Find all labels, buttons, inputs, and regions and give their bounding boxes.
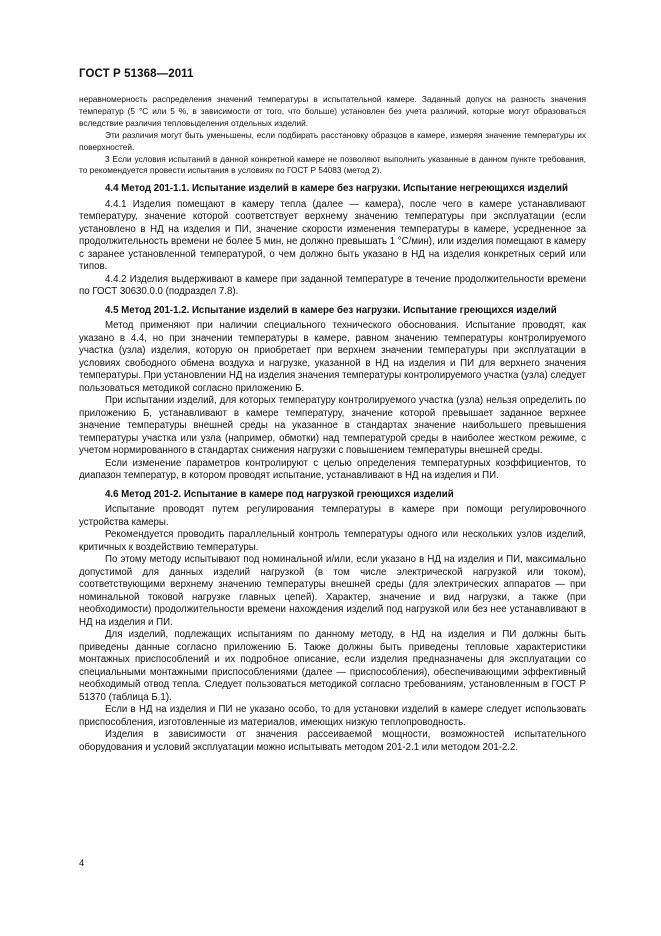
body-paragraph: 4.4.2 Изделия выдерживают в камере при заданной температуре в течение продолжительности времени по ГОСТ 30630.0.0 (подраздел 7.8). <box>79 273 586 298</box>
body-paragraph: 4.4.1 Изделия помещают в камеру тепла (далее — камера), после чего в камере устанавливают температуру, значение которой соответствует верхнему значению температуры при эксплуатации (если установлено в НД на изделия и ПИ, значение скорости изменения температуры в камере, усредненное за продолжительность времени не более 5 мин, не должно превышать 1 °С/мин), или изделия помещают в камеру с заранее установленной температурой, о чем должно быть указано в НД на изделия конкретных серий или типов. <box>79 198 586 273</box>
section-heading-4-6: 4.6 Метод 201-2. Испытание в камере под нагрузкой греющихся изделий <box>105 488 454 500</box>
body-paragraph: Если изменение параметров контролируют с целью определения температурных коэффициентов, то диапазон температур, в котором проводят испытание, устанавливают в НД на изделия и ПИ. <box>79 457 586 482</box>
body-paragraph: При испытании изделий, для которых температуру контролируемого участка (узла) нельзя определить по приложению Б, устанавливают в камере температуру, значение которой превышает заданное верхнее значение температуры внешней среды на указанное в стандартах значение наибольшего превышения температуры участка или узла (например, обмотки) над температурой среды в наиболее жестком режиме, с учетом нормированного в стандартах снижения нагрузки с повышением температуры внешней среды. <box>79 395 586 457</box>
page-number: 4 <box>79 858 85 869</box>
note-paragraph: 3 Если условия испытаний в данной конкретной камере не позволяют выполнить указанные в данном пункте требования, то рекомендуется провести испытания в условиях по ГОСТ Р 54083 (метод 2). <box>79 153 586 176</box>
section-heading-4-4: 4.4 Метод 201-1.1. Испытание изделий в камере без нагрузки. Испытание негреющихся изделий <box>105 183 568 195</box>
body-paragraph: Испытание проводят путем регулирования температуры в камере при помощи регулировочного устройства камеры. <box>79 504 586 528</box>
body-paragraph: Рекомендуется проводить параллельный контроль температуры одного или нескольких узлов изделий, критичных к воздействию температуры. <box>79 529 586 553</box>
body-paragraph: Изделия в зависимости от значения рассеиваемой мощности, возможностей испытательного оборудования и условий эксплуатации можно испытывать методом 201-2.1 или методом 201-2.2. <box>79 729 586 753</box>
body-paragraph: Если в НД на изделия и ПИ не указано особо, то для установки изделий в камере следует использовать приспособления, изготовленные из материалов, имеющих низкую теплопроводность. <box>79 704 586 728</box>
body-paragraph: Метод применяют при наличии специального технического обоснования. Испытание проводят, как указано в 4.4, но при значении температуры в камере, равном значению температуры контролируемого участка (узла) изделия, которую он приобретает при верхнем значении температуры при эксплуатации в условиях свободного обмена воздуха и нагрузке, указанной в НД на изделия и ПИ для верхнего значения температуры. При установлении НД на изделия значения температуры контролируемого участка (узла) следует пользоваться методикой согласно приложению Б. <box>79 320 586 394</box>
body-paragraph: Для изделий, подлежащих испытаниям по данному методу, в НД на изделия и ПИ должны быть приведены данные согласно приложению Б. Также должны быть приведены тепловые характеристики монтажных приспособлений и их подробное описание, если изделия предназначены для эксплуатации со специальными монтажными приспособлениями (далее — приспособления), обеспечивающими эффективный необходимый отвод тепла. Следует пользоваться методикой согласно требованиям, установленным в ГОСТ Р 51370 (таблица Б.1). <box>79 629 586 703</box>
section-heading-4-5: 4.5 Метод 201-1.2. Испытание изделий в камере без нагрузки. Испытание греющихся изделий <box>105 304 557 316</box>
note-paragraph: Эти различия могут быть уменьшены, если подбирать расстановку образцов в камере, измеряя значение температуры их поверхностей. <box>79 129 586 152</box>
page-content <box>79 94 586 754</box>
body-paragraph: По этому методу испытывают под номинальной и/или, если указано в НД на изделия и ПИ, максимально допустимой для данных изделий нагрузкой (в том числе электрической нагрузкой или током), соответствующими верхнему значению температуры внешней среды (для электрических аппаратов — при номинальной токовой нагрузке главных цепей). Характер, значение и вид нагрузки, а также (при необходимости) продолжительности времени нахождения изделий под нагрузкой или без нее устанавливают в НД на изделия и ПИ. <box>79 554 586 628</box>
note-paragraph: неравномерность распределения значений температуры в испытательной камере. Заданный допуск на разность значения температур (5 °С или 5 %, в зависимости от того, что больше) установлен без учета различий, которые могут образоваться вследствие различия тепловыделения отдельных изделий. <box>79 94 586 128</box>
standard-header: ГОСТ Р 51368—2011 <box>79 68 194 80</box>
